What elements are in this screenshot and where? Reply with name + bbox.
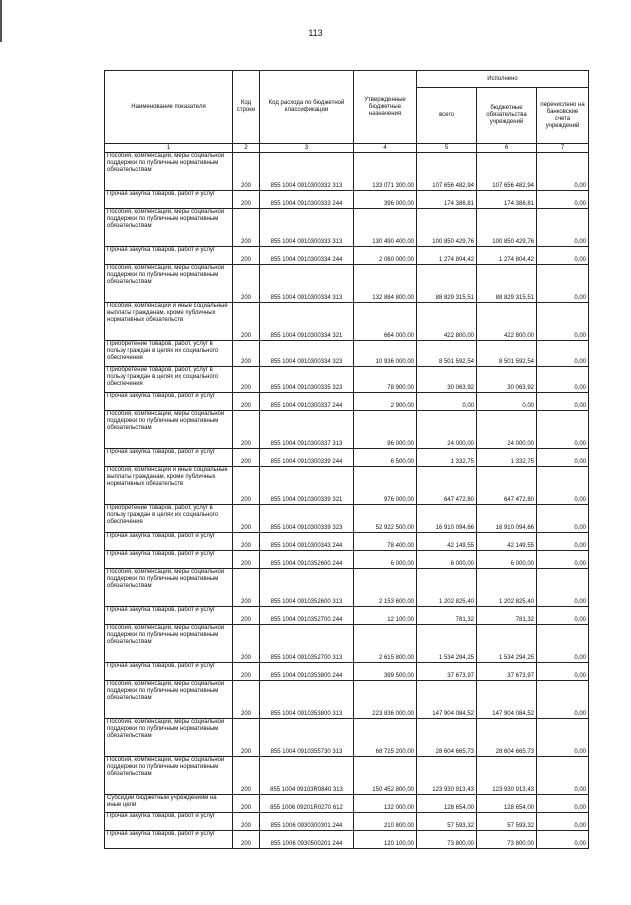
row-budget-obligations: 781,32 [477, 607, 537, 625]
row-budget-obligations: 8 501 592,54 [477, 341, 537, 367]
row-approved: 132 884 800,00 [354, 265, 417, 303]
header-approved: Утвержденные бюджетные назначения [354, 71, 417, 144]
row-line-code: 200 [233, 191, 260, 209]
row-name: Пособия, компенсации и иные социальные выплаты гражданам, кроме публичных нормативных обязательств [105, 303, 233, 341]
row-name: Пособия, компенсации и иные социальные выплаты гражданам, кроме публичных нормативных обязательств [105, 467, 233, 505]
row-transferred: 0,00 [537, 411, 589, 449]
row-expense-code: 855 1004 0910300334 313 [260, 265, 354, 303]
table-row [105, 411, 589, 449]
row-transferred: 0,00 [537, 607, 589, 625]
row-budget-obligations: 42 149,55 [477, 533, 537, 551]
row-executed-total: 57 593,32 [417, 813, 477, 831]
table-row [105, 393, 589, 411]
row-executed-total: 647 472,80 [417, 467, 477, 505]
row-expense-code: 855 1004 0910300339 244 [260, 449, 354, 467]
row-approved: 223 836 000,00 [354, 681, 417, 719]
row-transferred: 0,00 [537, 341, 589, 367]
column-number: 2 [233, 144, 260, 153]
row-expense-code: 855 1004 0910300333 313 [260, 209, 354, 247]
row-executed-total: 8 501 592,54 [417, 341, 477, 367]
row-budget-obligations: 100 850 429,76 [477, 209, 537, 247]
table-row [105, 551, 589, 569]
row-approved: 96 000,00 [354, 411, 417, 449]
row-executed-total: 42 149,55 [417, 533, 477, 551]
row-transferred: 0,00 [537, 757, 589, 795]
row-expense-code: 855 1004 0910300334 321 [260, 303, 354, 341]
row-approved: 2 153 600,00 [354, 569, 417, 607]
table-body [105, 153, 589, 849]
row-line-code: 200 [233, 209, 260, 247]
row-executed-total: 1 534 294,25 [417, 625, 477, 663]
row-name: Пособия, компенсации, меры социальной поддержки по публичным нормативным обязательствам [105, 153, 233, 191]
row-executed-total: 100 850 429,76 [417, 209, 477, 247]
row-approved: 133 071 300,00 [354, 153, 417, 191]
row-name: Прочая закупка товаров, работ и услуг [105, 449, 233, 467]
column-number: 6 [477, 144, 537, 153]
column-number: 3 [260, 144, 354, 153]
row-expense-code: 855 1004 0910300335 323 [260, 367, 354, 393]
row-budget-obligations: 174 386,81 [477, 191, 537, 209]
row-budget-obligations: 147 904 084,52 [477, 681, 537, 719]
row-approved: 399 500,00 [354, 663, 417, 681]
table-row [105, 191, 589, 209]
table-row [105, 795, 589, 813]
row-budget-obligations: 73 800,00 [477, 831, 537, 849]
row-line-code: 200 [233, 449, 260, 467]
row-line-code: 200 [233, 663, 260, 681]
row-executed-total: 16 910 094,66 [417, 505, 477, 533]
row-expense-code: 855 1004 0910352600 244 [260, 551, 354, 569]
row-expense-code: 855 1004 0910300334 244 [260, 247, 354, 265]
row-budget-obligations: 1 534 294,25 [477, 625, 537, 663]
row-line-code: 200 [233, 831, 260, 849]
row-line-code: 200 [233, 467, 260, 505]
row-budget-obligations: 123 930 913,43 [477, 757, 537, 795]
row-expense-code: 855 1004 0910300333 244 [260, 191, 354, 209]
table-row [105, 831, 589, 849]
row-budget-obligations: 422 800,00 [477, 303, 537, 341]
row-expense-code: 855 1004 0910352700 244 [260, 607, 354, 625]
row-approved: 976 000,00 [354, 467, 417, 505]
row-executed-total: 107 656 482,94 [417, 153, 477, 191]
row-name: Приобретение товаров, работ, услуг в пользу граждан в целях их социального обеспечения [105, 367, 233, 393]
table-row [105, 607, 589, 625]
row-expense-code: 855 1004 0910300343 244 [260, 533, 354, 551]
row-approved: 130 490 400,00 [354, 209, 417, 247]
row-line-code: 200 [233, 681, 260, 719]
page-number: 113 [308, 28, 323, 38]
row-approved: 120 100,00 [354, 831, 417, 849]
row-expense-code: 855 1006 09201R0270 612 [260, 795, 354, 813]
header-total: всего [417, 88, 477, 144]
header-line-code: Код строки [233, 71, 260, 144]
column-number-row [105, 144, 589, 153]
row-transferred: 0,00 [537, 551, 589, 569]
table-row [105, 569, 589, 607]
row-approved: 2 900,00 [354, 393, 417, 411]
row-budget-obligations: 24 000,00 [477, 411, 537, 449]
row-approved: 396 000,00 [354, 191, 417, 209]
row-executed-total: 30 063,92 [417, 367, 477, 393]
table-row [105, 719, 589, 757]
row-approved: 52 922 500,00 [354, 505, 417, 533]
row-name: Пособия, компенсации, меры социальной поддержки по публичным нормативным обязательствам [105, 569, 233, 607]
row-budget-obligations: 30 063,92 [477, 367, 537, 393]
row-executed-total: 174 386,81 [417, 191, 477, 209]
row-line-code: 200 [233, 813, 260, 831]
column-number: 7 [537, 144, 589, 153]
row-approved: 6 500,00 [354, 449, 417, 467]
row-line-code: 200 [233, 265, 260, 303]
row-budget-obligations: 37 673,97 [477, 663, 537, 681]
row-executed-total: 0,00 [417, 393, 477, 411]
row-executed-total: 88 829 315,51 [417, 265, 477, 303]
row-budget-obligations: 28 604 665,73 [477, 719, 537, 757]
table-row [105, 449, 589, 467]
row-transferred: 0,00 [537, 505, 589, 533]
row-line-code: 200 [233, 625, 260, 663]
row-approved: 150 452 800,00 [354, 757, 417, 795]
row-expense-code: 855 1006 0930300301 244 [260, 813, 354, 831]
row-transferred: 0,00 [537, 719, 589, 757]
row-name: Прочая закупка товаров, работ и услуг [105, 393, 233, 411]
table-row [105, 813, 589, 831]
row-transferred: 0,00 [537, 569, 589, 607]
row-approved: 68 725 200,00 [354, 719, 417, 757]
table-row [105, 303, 589, 341]
row-executed-total: 73 800,00 [417, 831, 477, 849]
table-row [105, 153, 589, 191]
row-name: Пособия, компенсации, меры социальной поддержки по публичным нормативным обязательствам [105, 411, 233, 449]
row-line-code: 200 [233, 367, 260, 393]
row-line-code: 200 [233, 153, 260, 191]
column-number: 1 [105, 144, 233, 153]
row-name: Прочая закупка товаров, работ и услуг [105, 551, 233, 569]
row-expense-code: 855 1004 0910300339 323 [260, 505, 354, 533]
row-name: Прочая закупка товаров, работ и услуг [105, 247, 233, 265]
budget-execution-table [104, 70, 589, 849]
row-name: Субсидии бюджетным учреждениям на иные цели [105, 795, 233, 813]
row-budget-obligations: 1 332,75 [477, 449, 537, 467]
row-transferred: 0,00 [537, 681, 589, 719]
row-transferred: 0,00 [537, 191, 589, 209]
column-number: 4 [354, 144, 417, 153]
header-transferred: перечислено на банковские счета учреждений [537, 88, 589, 144]
row-budget-obligations: 16 910 094,66 [477, 505, 537, 533]
table-row [105, 663, 589, 681]
row-approved: 6 000,00 [354, 551, 417, 569]
row-budget-obligations: 0,00 [477, 393, 537, 411]
row-expense-code: 855 1004 0910353800 313 [260, 681, 354, 719]
row-executed-total: 6 000,00 [417, 551, 477, 569]
row-line-code: 200 [233, 411, 260, 449]
row-approved: 2 060 000,00 [354, 247, 417, 265]
table-row [105, 247, 589, 265]
header-executed: Исполнено [417, 71, 589, 88]
row-expense-code: 855 1004 0910300337 313 [260, 411, 354, 449]
row-transferred: 0,00 [537, 303, 589, 341]
row-budget-obligations: 1 274 804,42 [477, 247, 537, 265]
row-line-code: 200 [233, 247, 260, 265]
row-executed-total: 1 202 825,40 [417, 569, 477, 607]
table-row [105, 467, 589, 505]
row-name: Прочая закупка товаров, работ и услуг [105, 813, 233, 831]
row-budget-obligations: 128 654,00 [477, 795, 537, 813]
row-executed-total: 128 654,00 [417, 795, 477, 813]
row-executed-total: 422 800,00 [417, 303, 477, 341]
row-approved: 12 100,00 [354, 607, 417, 625]
row-transferred: 0,00 [537, 393, 589, 411]
row-approved: 10 936 000,00 [354, 341, 417, 367]
row-approved: 2 615 800,00 [354, 625, 417, 663]
row-line-code: 200 [233, 719, 260, 757]
row-approved: 78 400,00 [354, 533, 417, 551]
row-executed-total: 37 673,97 [417, 663, 477, 681]
row-name: Прочая закупка товаров, работ и услуг [105, 191, 233, 209]
row-budget-obligations: 647 472,80 [477, 467, 537, 505]
row-name: Пособия, компенсации, меры социальной поддержки по публичным нормативным обязательствам [105, 757, 233, 795]
row-name: Пособия, компенсации, меры социальной поддержки по публичным нормативным обязательствам [105, 681, 233, 719]
row-line-code: 200 [233, 505, 260, 533]
row-transferred: 0,00 [537, 265, 589, 303]
header-budget-obligations: бюджетные обязательства учреждений [477, 88, 537, 144]
row-executed-total: 28 604 665,73 [417, 719, 477, 757]
table-row [105, 505, 589, 533]
row-budget-obligations: 1 202 825,40 [477, 569, 537, 607]
row-expense-code: 855 1004 0910352600 313 [260, 569, 354, 607]
row-name: Пособия, компенсации, меры социальной поддержки по публичным нормативным обязательствам [105, 265, 233, 303]
table-row [105, 367, 589, 393]
row-transferred: 0,00 [537, 153, 589, 191]
row-approved: 210 800,00 [354, 813, 417, 831]
table-row [105, 625, 589, 663]
row-budget-obligations: 107 656 482,94 [477, 153, 537, 191]
row-transferred: 0,00 [537, 813, 589, 831]
row-name: Прочая закупка товаров, работ и услуг [105, 607, 233, 625]
row-name: Пособия, компенсации, меры социальной поддержки по публичным нормативным обязательствам [105, 625, 233, 663]
table-row [105, 681, 589, 719]
row-transferred: 0,00 [537, 533, 589, 551]
row-line-code: 200 [233, 303, 260, 341]
row-approved: 664 000,00 [354, 303, 417, 341]
row-expense-code: 855 1004 0910352700 313 [260, 625, 354, 663]
row-expense-code: 855 1004 0910300332 313 [260, 153, 354, 191]
row-executed-total: 24 000,00 [417, 411, 477, 449]
row-name: Прочая закупка товаров, работ и услуг [105, 533, 233, 551]
row-budget-obligations: 6 000,00 [477, 551, 537, 569]
row-expense-code: 855 1004 0910300339 321 [260, 467, 354, 505]
row-name: Пособия, компенсации, меры социальной поддержки по публичным нормативным обязательствам [105, 209, 233, 247]
header-name: Наименование показателя [105, 71, 233, 144]
row-executed-total: 147 904 084,52 [417, 681, 477, 719]
row-expense-code: 855 1004 09103R0840 313 [260, 757, 354, 795]
row-transferred: 0,00 [537, 625, 589, 663]
row-name: Прочая закупка товаров, работ и услуг [105, 831, 233, 849]
row-line-code: 200 [233, 551, 260, 569]
row-name: Прочая закупка товаров, работ и услуг [105, 663, 233, 681]
row-line-code: 200 [233, 757, 260, 795]
row-expense-code: 855 1006 0930500201 244 [260, 831, 354, 849]
row-line-code: 200 [233, 533, 260, 551]
row-name: Приобретение товаров, работ, услуг в пользу граждан в целях их социального обеспечения [105, 505, 233, 533]
table-row [105, 341, 589, 367]
row-line-code: 200 [233, 607, 260, 625]
table-row [105, 265, 589, 303]
row-expense-code: 855 1004 0910300337 244 [260, 393, 354, 411]
row-expense-code: 855 1004 0910300334 323 [260, 341, 354, 367]
row-expense-code: 855 1004 0910355730 313 [260, 719, 354, 757]
row-executed-total: 1 332,75 [417, 449, 477, 467]
row-transferred: 0,00 [537, 663, 589, 681]
row-transferred: 0,00 [537, 449, 589, 467]
row-executed-total: 781,32 [417, 607, 477, 625]
table-row [105, 209, 589, 247]
table-row [105, 533, 589, 551]
row-name: Приобретение товаров, работ, услуг в пользу граждан в целях их социального обеспечения [105, 341, 233, 367]
row-line-code: 200 [233, 341, 260, 367]
row-executed-total: 123 930 913,43 [417, 757, 477, 795]
row-transferred: 0,00 [537, 209, 589, 247]
row-name: Пособия, компенсации, меры социальной поддержки по публичным нормативным обязательствам [105, 719, 233, 757]
column-number: 5 [417, 144, 477, 153]
row-transferred: 0,00 [537, 795, 589, 813]
row-approved: 132 000,00 [354, 795, 417, 813]
row-line-code: 200 [233, 569, 260, 607]
table-row [105, 757, 589, 795]
row-line-code: 200 [233, 795, 260, 813]
row-budget-obligations: 57 593,32 [477, 813, 537, 831]
row-transferred: 0,00 [537, 467, 589, 505]
row-expense-code: 855 1004 0910353800 244 [260, 663, 354, 681]
row-line-code: 200 [233, 393, 260, 411]
row-transferred: 0,00 [537, 831, 589, 849]
row-transferred: 0,00 [537, 247, 589, 265]
row-transferred: 0,00 [537, 367, 589, 393]
row-approved: 78 900,00 [354, 367, 417, 393]
row-executed-total: 1 274 804,42 [417, 247, 477, 265]
row-budget-obligations: 88 829 315,51 [477, 265, 537, 303]
header-expense-code: Код расхода по бюджетной классификации [260, 71, 354, 144]
